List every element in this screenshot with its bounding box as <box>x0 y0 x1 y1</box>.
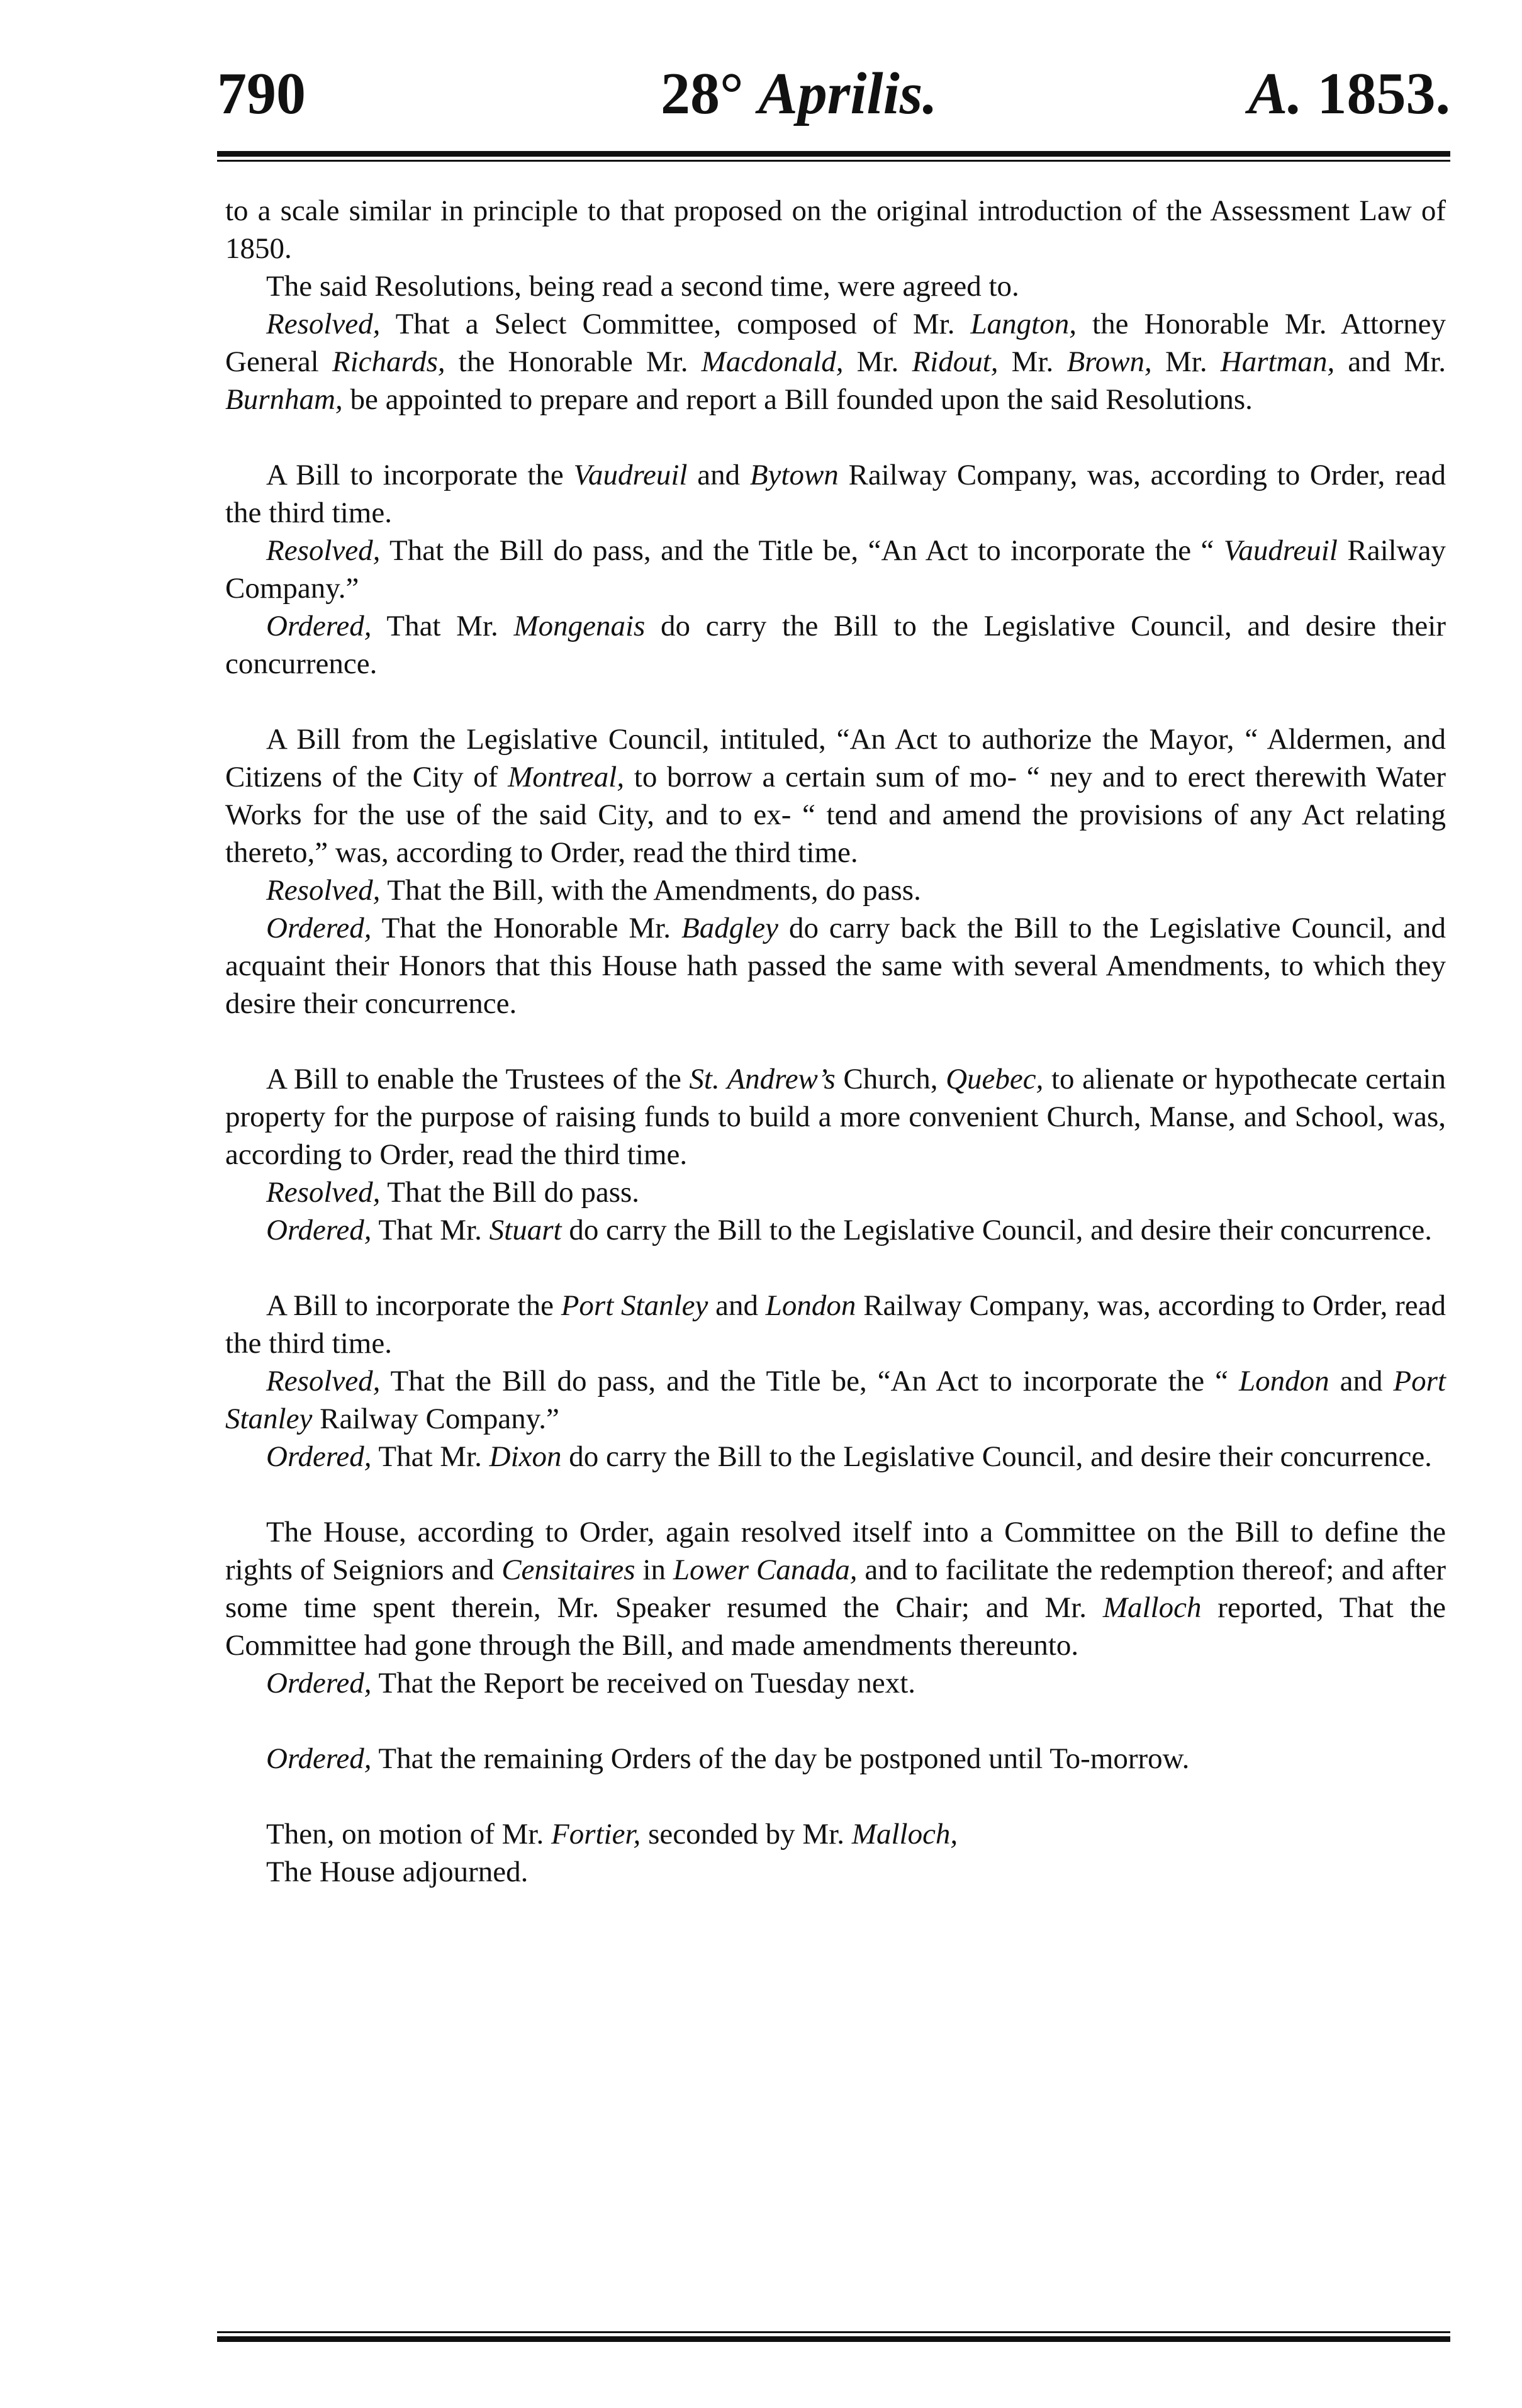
header-rule <box>217 151 1450 162</box>
italic-run: Vaudreuil <box>1223 534 1338 567</box>
paragraph-s1p1 <box>225 192 1446 267</box>
text-run: Mr. <box>1151 345 1221 378</box>
section-gap <box>225 1702 1446 1740</box>
text-run: That the Bill do pass. <box>380 1176 640 1209</box>
text-run: do carry the Bill to the Legislative Council, and desire their concurrence. <box>561 1440 1432 1473</box>
italic-run: Ordered, <box>266 1214 372 1246</box>
text-run: to borrow a certain sum of mo- “ ney and to erect therewith Water Works for the use of the said City, and to ex- “ tend and amend the provisions of any Act relating thereto,” was, according to Order, read the third time. <box>225 761 1446 869</box>
text-run: and Mr. <box>1335 345 1446 378</box>
footer-rule-thin <box>217 2331 1450 2333</box>
text-run: Railway Company, was, according to Order, read the third time. <box>225 459 1446 529</box>
section-gap <box>225 1249 1446 1287</box>
italic-run: Resolved, <box>266 308 381 340</box>
page-number: 790 <box>217 61 306 126</box>
paragraph-s8p1 <box>225 1815 1446 1853</box>
page-year <box>1248 60 1450 128</box>
paragraph-s3p2 <box>225 871 1446 909</box>
year-prefix: A. <box>1248 61 1302 126</box>
text-run: Church, <box>835 1063 946 1095</box>
italic-run: Ridout, <box>912 345 999 378</box>
text-run: to a scale similar in principle to that proposed on the original introduction of the Assessment Law of 1850. <box>225 194 1446 265</box>
paragraph-s1p2 <box>225 267 1446 305</box>
italic-run: Ordered, <box>266 1440 372 1473</box>
text-run: A Bill from the Legislative Council, intituled, “An Act to authorize the Mayor, “ Aldermen, and Citizens of the City of <box>225 723 1446 793</box>
paragraph-s2p3 <box>225 607 1446 683</box>
italic-run: St. Andrew’s <box>689 1063 836 1095</box>
text-run: and to facilitate the redemption thereof; and after some time spent therein, Mr. Speaker resumed the Chair; and Mr. <box>225 1554 1446 1624</box>
italic-run: Port Stanley <box>561 1289 708 1322</box>
text-run: in <box>635 1554 673 1586</box>
paragraph-s3p3 <box>225 909 1446 1022</box>
paragraph-s2p1 <box>225 456 1446 532</box>
italic-run: Malloch, <box>851 1818 958 1851</box>
section-gap <box>225 683 1446 720</box>
italic-run: Vaudreuil <box>573 459 688 491</box>
italic-run: Burnham, <box>225 383 343 416</box>
italic-run: Langton, <box>970 308 1077 340</box>
paragraph-s6p1 <box>225 1513 1446 1664</box>
italic-run: Hartman, <box>1220 345 1335 378</box>
text-run: A Bill to incorporate the <box>266 459 574 491</box>
text-run: to alienate or hypothecate certain property for the purpose of raising funds to build a more convenient Church, Manse, and School, was, according to Order, read the third time. <box>225 1063 1446 1171</box>
section-gap <box>225 1778 1446 1815</box>
text-run: The House adjourned. <box>266 1856 529 1888</box>
italic-run: Resolved, <box>266 874 381 907</box>
text-run: reported, That the Committee had gone through the Bill, and made amendments thereunto. <box>225 1591 1446 1662</box>
italic-run: Badgley <box>681 912 778 944</box>
text-run: That the Report be received on Tuesday next. <box>371 1667 916 1700</box>
text-run: and <box>1329 1365 1394 1397</box>
paragraph-s4p2 <box>225 1173 1446 1211</box>
page-header <box>217 60 1450 142</box>
italic-run: Lower Canada, <box>673 1554 858 1586</box>
italic-run: Bytown <box>749 459 839 491</box>
paragraph-s6p2 <box>225 1664 1446 1702</box>
text-run: do carry back the Bill to the Legislative Council, and acquaint their Honors that this House hath passed the same with several Amendments, to which they desire their concurrence. <box>225 912 1446 1020</box>
text-run: the Honorable Mr. <box>445 345 702 378</box>
text-run: That the Bill do pass, and the Title be, “An Act to incorporate the “ <box>380 534 1224 567</box>
paragraph-s2p2 <box>225 532 1446 607</box>
italic-run: Resolved, <box>266 1176 381 1209</box>
text-run: That the remaining Orders of the day be postponed until To-morrow. <box>371 1742 1190 1775</box>
text-run: and <box>687 459 750 491</box>
text-run: do carry the Bill to the Legislative Council, and desire their concurrence. <box>561 1214 1432 1246</box>
footer-rule-thick <box>217 2336 1450 2342</box>
text-run: do carry the Bill to the Legislative Council, and desire their concurrence. <box>225 610 1446 680</box>
italic-run: Stuart <box>489 1214 562 1246</box>
paragraph-s4p1 <box>225 1060 1446 1173</box>
italic-run: Quebec, <box>946 1063 1044 1095</box>
italic-run: Port Stanley <box>225 1365 1446 1435</box>
italic-run: Resolved, <box>266 534 381 567</box>
page-date <box>661 60 937 128</box>
header-rule-thin <box>217 160 1450 162</box>
italic-run: Richards, <box>332 345 445 378</box>
text-run: That a Select Committee, composed of Mr. <box>380 308 971 340</box>
text-run: The House, according to Order, again resolved itself into a Committee on the Bill to define the rights of Seigniors and <box>225 1516 1446 1586</box>
paragraph-s5p3 <box>225 1438 1446 1476</box>
paragraph-s4p3 <box>225 1211 1446 1249</box>
text-run: That Mr. <box>371 610 514 642</box>
text-run: That the Bill, with the Amendments, do pass. <box>380 874 921 907</box>
year-value: 1853. <box>1317 61 1450 126</box>
paragraph-s1p3 <box>225 305 1446 418</box>
paragraph-s5p2 <box>225 1362 1446 1438</box>
date-month: Aprilis. <box>758 61 937 126</box>
text-run: That Mr. <box>371 1214 490 1246</box>
italic-run: Ordered, <box>266 610 372 642</box>
text-run: be appointed to prepare and report a Bill founded upon the said Resolutions. <box>342 383 1253 416</box>
text-run: That Mr. <box>371 1440 490 1473</box>
italic-run: Resolved, <box>266 1365 381 1397</box>
italic-run: Macdonald, <box>701 345 844 378</box>
text-run: Railway Company, was, according to Order, read the third time. <box>225 1289 1446 1360</box>
text-run: and <box>708 1289 766 1322</box>
text-run: seconded by Mr. <box>641 1818 852 1851</box>
paragraph-s7p1 <box>225 1740 1446 1778</box>
text-run: A Bill to incorporate the <box>266 1289 561 1322</box>
paragraph-s8p2 <box>225 1853 1446 1891</box>
italic-run: Ordered, <box>266 1667 372 1700</box>
section-gap <box>225 1022 1446 1060</box>
section-gap <box>225 1476 1446 1513</box>
date-day: 28° <box>661 61 744 126</box>
section-gap <box>225 418 1446 456</box>
paragraph-s3p1 <box>225 720 1446 871</box>
text-run: A Bill to enable the Trustees of the <box>266 1063 690 1095</box>
italic-run: Mongenais <box>513 610 646 642</box>
text-run: Then, on motion of Mr. <box>266 1818 551 1851</box>
text-run: The said Resolutions, being read a second time, were agreed to. <box>266 270 1019 303</box>
text-run: the Honorable Mr. Attorney General <box>225 308 1446 378</box>
italic-run: London <box>1238 1365 1329 1397</box>
italic-run: Malloch <box>1102 1591 1202 1624</box>
text-run: Mr. <box>998 345 1067 378</box>
italic-run: Ordered, <box>266 1742 372 1775</box>
footer-rule <box>217 2331 1450 2342</box>
italic-run: Brown, <box>1066 345 1152 378</box>
italic-run: Censitaires <box>501 1554 635 1586</box>
italic-run: Ordered, <box>266 912 372 944</box>
text-run: That the Honorable Mr. <box>371 912 681 944</box>
journal-body <box>225 192 1446 1891</box>
italic-run: Montreal, <box>508 761 625 793</box>
text-run: Railway Company.” <box>312 1403 559 1435</box>
paragraph-s5p1 <box>225 1287 1446 1362</box>
text-run: That the Bill do pass, and the Title be, “An Act to incorporate the “ <box>380 1365 1239 1397</box>
header-rule-thick <box>217 151 1450 157</box>
italic-run: London <box>765 1289 856 1322</box>
text-run: Mr. <box>843 345 912 378</box>
text-run: Railway Company.” <box>225 534 1446 605</box>
italic-run: Dixon <box>489 1440 562 1473</box>
italic-run: Fortier, <box>551 1818 641 1851</box>
